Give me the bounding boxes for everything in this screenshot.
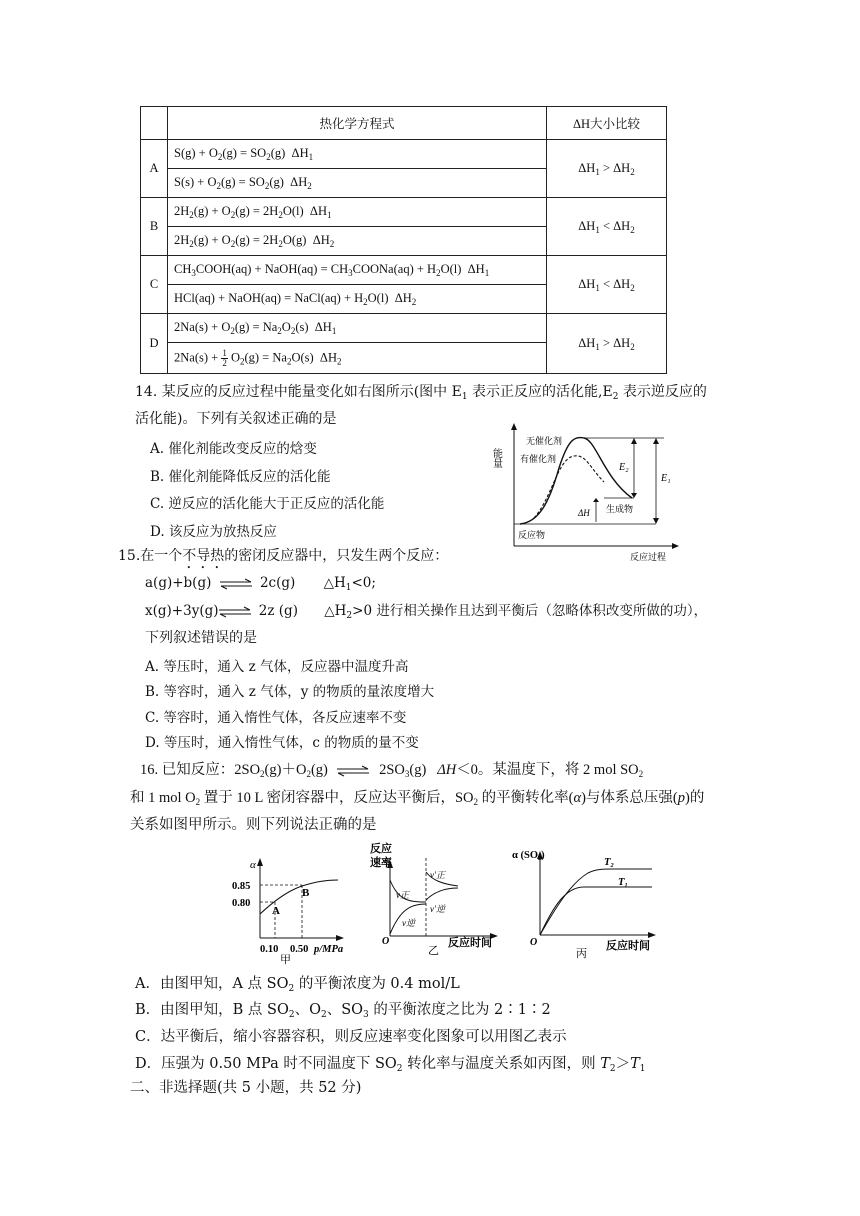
q14-option-d: D. 该反应为放热反应: [150, 524, 277, 540]
jia-point-a: A: [272, 905, 280, 917]
equilibrium-arrow-icon: [219, 607, 251, 617]
bing-origin: O: [530, 937, 538, 948]
bing-y-label: α (SO₂): [512, 850, 545, 861]
row-d-equation-1: $2Na(s) + O_2(g) = Na_2O_2(s)$ $\Delta H_1$: [168, 314, 547, 343]
q15-stem-line4: 下列叙述错误的是: [145, 630, 257, 646]
label-dh: ΔH: [578, 508, 590, 518]
curve-with-catalyst: [534, 456, 604, 518]
yi-label-v-forward: v正: [396, 890, 409, 900]
energy-profile-diagram: [490, 418, 684, 566]
q15-stem-emphasis: 不导热: [182, 548, 225, 564]
yi-label-v-reverse: v逆: [402, 918, 415, 928]
row-label-d: D: [141, 314, 168, 374]
rxn2-right: 2z (g): [258, 603, 298, 619]
yi-caption: 乙: [428, 945, 439, 957]
jia-caption: 甲: [280, 954, 291, 966]
table-header-blank: [141, 107, 168, 140]
q14-option-c: C. 逆反应的活化能大于正反应的活化能: [150, 496, 385, 512]
yi-v2-reverse: [426, 888, 458, 900]
q14-option-b: B. 催化剂能降低反应的活化能: [150, 469, 331, 485]
q15-stem-line1: [118, 546, 448, 572]
figure-yi: [368, 840, 503, 955]
q15-option-b: B. 等容时，通入 z 气体，y 的物质的量浓度增大: [145, 684, 435, 700]
q15-option-d: D. 等压时，通入惰性气体，c 的物质的量不变: [145, 735, 419, 751]
yi-y-label-1: 反应: [370, 843, 392, 855]
jia-point-b: B: [302, 887, 310, 899]
label-e1: E₁: [661, 473, 671, 484]
bing-curve-t1: [540, 887, 652, 935]
jia-tick-080: 0.80: [232, 898, 251, 909]
row-a-equation-1: $S(g) + O_2(g) = SO_2(g)$ $\Delta H_1$: [168, 140, 547, 169]
q15-reaction-1: [145, 573, 376, 598]
q16-stem-line3: 关系如图甲所示。则下列说法正确的是: [130, 817, 377, 833]
rxn1-dh: $\triangle H_1<0$;: [323, 575, 376, 593]
rxn2-tail: $\triangle H_2>0$ 进行相关操作且达到平衡后（忽略体积改变所做的功），: [324, 603, 708, 621]
figure-jia: [230, 850, 350, 965]
row-a-equation-2: $S(s) + O_2(g) = SO_2(g)$ $\Delta H_2$: [168, 169, 547, 198]
jia-tick-085: 0.85: [232, 881, 251, 892]
label-no-catalyst: 无催化剂: [526, 436, 563, 446]
bing-curve-t2: [540, 869, 652, 935]
section-2-heading: 二、非选择题(共 5 小题，共 52 分): [130, 1080, 362, 1096]
bing-x-label: 反应时间: [606, 940, 650, 952]
row-c-compare: $\Delta H_1 < \Delta H_2$: [547, 256, 667, 314]
q16-line1-prefix: 16. 已知反应：$2SO_2(g)+O_2(g)$: [140, 762, 328, 779]
q16-option-a: A．由图甲知，A 点 $SO_2$ 的平衡浓度为 0.4 mol/L: [135, 976, 460, 994]
row-d-equation-2: 2Na(s) + $\frac{1}{2}$ $O_2(g) = Na_2O(s)$ $\Delta H_2$: [168, 343, 547, 374]
label-e2: E₂: [619, 462, 629, 473]
q15-option-a: A. 等压时，通入 z 气体，反应器中温度升高: [145, 659, 409, 675]
row-label-c: C: [141, 256, 168, 314]
x-axis-label: 反应过程: [630, 552, 667, 562]
yi-label-v2-reverse: v′逆: [430, 904, 445, 914]
label-product: 生成物: [606, 504, 634, 514]
jia-tick-010: 0.10: [260, 944, 279, 955]
yi-x-label: 反应时间: [448, 937, 492, 949]
label-reactant: 反应物: [518, 530, 546, 540]
rxn2-left: x(g)+3y(g): [145, 603, 219, 619]
row-b-equation-1: $2H_2(g) + O_2(g) = 2H_2O(l)$ $\Delta H_1$: [168, 198, 547, 227]
figure-bing: [512, 845, 661, 960]
yi-y-label-2: 速率: [370, 857, 392, 869]
q15-stem-suffix: 的密闭反应器中，只发生两个反应：: [224, 548, 449, 564]
q14-stem-line1: 14. 某反应的反应过程中能量变化如右图所示(图中 $E_1$ 表示正反应的活化能$,E_2$ 表示逆反应的: [135, 384, 707, 402]
q16-option-b: B．由图甲知，B 点 $SO_2$、$O_2$、$SO_3$ 的平衡浓度之比为 2∶1∶2: [135, 1002, 551, 1020]
equilibrium-arrow-icon: [220, 579, 252, 589]
q16-stem-line2: 和 1 mol $O_2$ 置于 10 L 密闭容器中，反应达平衡后，$SO_2$ 的平衡转化率(α)与体系总压强(p)的: [130, 790, 705, 807]
table-header-equation: 热化学方程式: [168, 107, 547, 140]
q16-option-c: C．达平衡后，缩小容器容积，则反应速率变化图象可以用图乙表示: [135, 1029, 567, 1045]
bing-caption: 丙: [576, 948, 587, 960]
jia-tick-050: 0.50: [290, 944, 309, 955]
q15-option-c: C. 等容时，通入惰性气体，各反应速率不变: [145, 710, 407, 726]
row-label-a: A: [141, 140, 168, 198]
row-c-equation-2: HCl(aq) + NaOH(aq) = NaCl(aq) + $H_2O(l)$ $\Delta H_2$: [168, 285, 547, 314]
equilibrium-arrow-icon: [337, 766, 369, 776]
jia-y-label: α: [250, 859, 256, 871]
thermo-equation-table: [140, 106, 667, 374]
q15-stem-prefix: 15.在一个: [118, 548, 183, 564]
yi-origin: O: [382, 936, 390, 947]
row-b-equation-2: $2H_2(g) + O_2(g) = 2H_2O(g)$ $\Delta H_2$: [168, 227, 547, 256]
row-label-b: B: [141, 198, 168, 256]
table-header-compare: ΔH大小比较: [547, 107, 667, 140]
bing-label-t1: T₁: [618, 877, 629, 888]
label-with-catalyst: 有催化剂: [520, 454, 557, 464]
q14-option-a: A. 催化剂能改变反应的焓变: [150, 441, 317, 457]
row-a-compare: $\Delta H_1 > \Delta H_2$: [547, 140, 667, 198]
q16-option-d: D．压强为 0.50 MPa 时不同温度下 $SO_2$ 转化率与温度关系如丙图，则 $T_2>T_1$: [135, 1056, 646, 1074]
q16-stem-line1: [140, 760, 643, 784]
row-d-compare: $\Delta H_1 > \Delta H_2$: [547, 314, 667, 374]
rxn1-right: 2c(g): [259, 575, 296, 591]
bing-label-t2: T₂: [604, 857, 615, 868]
jia-x-unit: p/MPa: [314, 944, 344, 955]
y-axis-label: 能量: [490, 448, 502, 468]
q15-reaction-2: [145, 601, 707, 626]
row-c-equation-1: $CH_3COOH(aq)$ + NaOH(aq) = $CH_3COONa(aq) + H_2O(l)$ $\Delta H_1$: [168, 256, 547, 285]
q16-line1-suffix: $2SO_3(g)$ ΔH＜0。某温度下，将 2 mol $SO_2$: [379, 762, 644, 779]
rxn1-left: a(g)+b(g): [145, 575, 212, 591]
q14-stem-line2: 活化能)。下列有关叙述正确的是: [135, 411, 337, 427]
row-b-compare: $\Delta H_1 < \Delta H_2$: [547, 198, 667, 256]
yi-label-v2-forward: v′正: [430, 870, 445, 880]
